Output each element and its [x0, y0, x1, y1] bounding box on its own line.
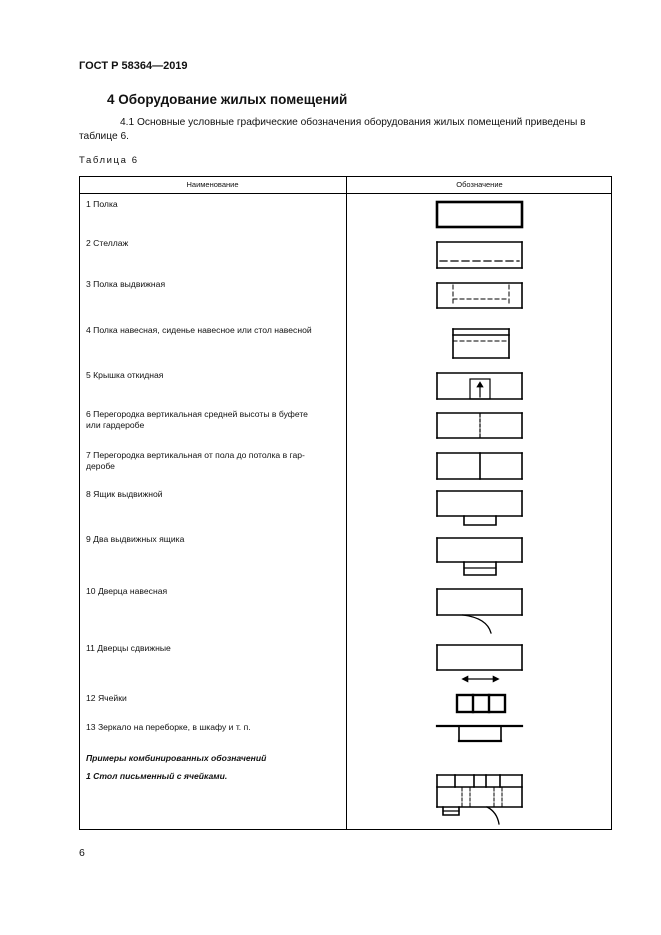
desk-with-cells-symbol — [437, 775, 522, 824]
partition-full-symbol — [437, 453, 522, 479]
row-label-line: или гардеробе — [86, 420, 145, 430]
row-label-hanging-shelf: 4 Полка навесная, сиденье навесное или стол навесной — [86, 325, 312, 335]
row-label-two-drawers: 9 Два выдвижных ящика — [86, 534, 185, 544]
row-label-hinged-door: 10 Дверца навесная — [86, 586, 168, 596]
table-caption: Таблица 6 — [79, 155, 139, 166]
page-number: 6 — [79, 847, 85, 859]
paragraph-line-2: таблице 6. — [79, 131, 129, 142]
drawer-symbol — [437, 491, 522, 525]
row-label-sliding-doors: 11 Дверцы сдвижные — [86, 643, 171, 653]
section-title: 4 Оборудование жилых помещений — [107, 92, 348, 107]
column-header-symbol: Обозначение — [456, 180, 503, 189]
hanging-shelf-symbol — [453, 329, 509, 358]
row-label-line: 7 Перегородка вертикальная от пола до потолка в гар- — [86, 450, 305, 460]
two-drawers-symbol — [437, 538, 522, 575]
hinged-door-symbol — [437, 589, 522, 633]
row-label-pullout-shelf: 3 Полка выдвижная — [86, 279, 166, 289]
example-desk-with-cells: 1 Стол письменный с ячейками. — [86, 771, 228, 781]
paragraph-line-1: 4.1 Основные условные графические обозначения оборудования жилых помещений приведены в — [120, 117, 586, 128]
sliding-doors-symbol — [437, 645, 522, 682]
cells-symbol — [457, 695, 505, 712]
folding-lid-symbol — [437, 373, 522, 399]
shelf-symbol — [437, 202, 522, 227]
row-label-line: деробе — [86, 461, 115, 471]
row-label-folding-lid: 5 Крышка откидная — [86, 370, 164, 380]
row-label-rack: 2 Стеллаж — [86, 238, 129, 248]
examples-heading: Примеры комбинированных обозначений — [86, 753, 267, 763]
partition-mid-symbol — [437, 413, 522, 438]
document-code: ГОСТ Р 58364—2019 — [79, 60, 188, 72]
pullout-shelf-symbol — [437, 283, 522, 308]
rack-symbol — [437, 242, 522, 268]
mirror-symbol — [437, 726, 522, 741]
row-label-line: 6 Перегородка вертикальная средней высоты в буфете — [86, 409, 308, 419]
row-label-drawer: 8 Ящик выдвижной — [86, 489, 163, 499]
column-header-name: Наименование — [186, 180, 239, 189]
row-label-cells: 12 Ячейки — [86, 693, 127, 703]
row-label-shelf: 1 Полка — [86, 199, 118, 209]
row-label-mirror: 13 Зеркало на переборке, в шкафу и т. п. — [86, 722, 251, 732]
